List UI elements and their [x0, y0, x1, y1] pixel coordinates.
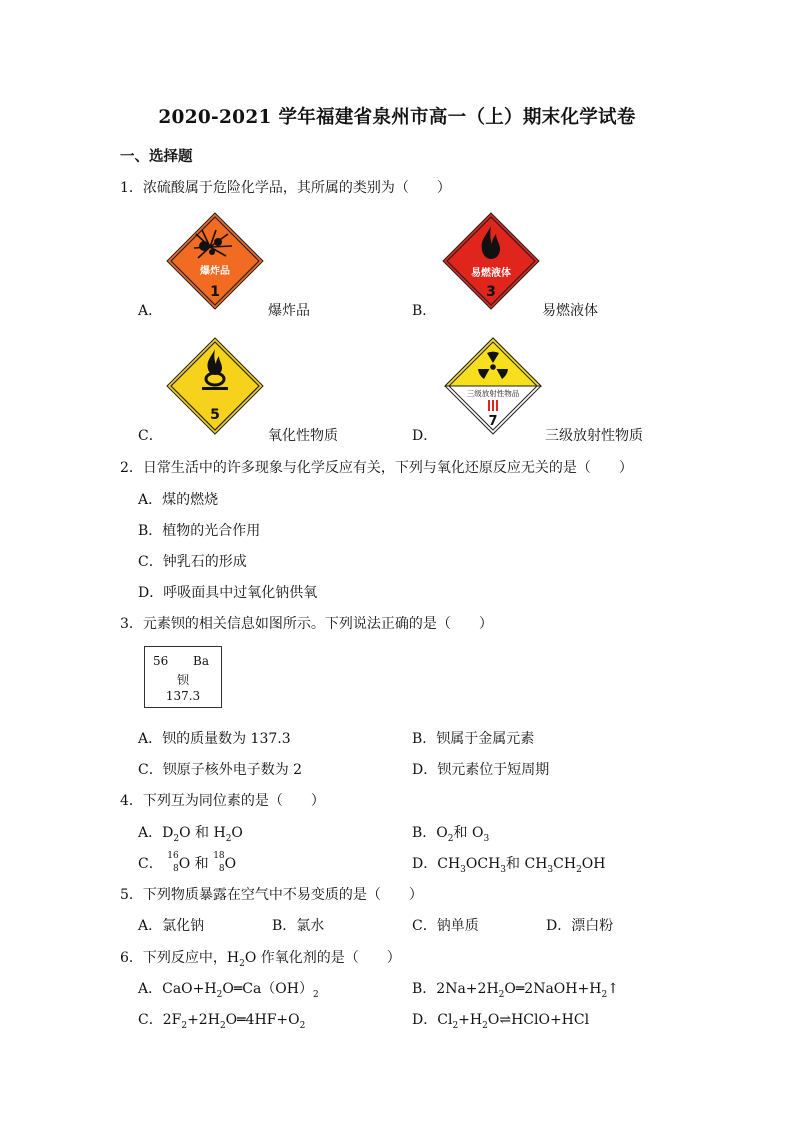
q2-option-a: A．煤的燃烧 — [138, 492, 219, 508]
element-name: 钡 — [176, 673, 189, 687]
q1-option-a-letter: A． — [138, 303, 163, 319]
section-heading: 一、选择题 — [120, 148, 193, 165]
q2-option-d: D．呼吸面具中过氧化钠供氧 — [138, 585, 318, 601]
sign-label: 爆炸品 — [200, 266, 230, 277]
q3-option-c: C．钡原子核外电子数为 2 — [138, 762, 303, 778]
sign-number: 5 — [210, 407, 220, 423]
q2-option-b: B．植物的光合作用 — [138, 523, 261, 539]
element-card-barium — [144, 646, 222, 708]
sign-number: 7 — [488, 414, 498, 429]
page-title: 2020-2021 学年福建省泉州市高一（上）期末化学试卷 — [158, 107, 636, 128]
q5-option-a: A．氯化钠 — [138, 918, 205, 934]
question-6-stem: 6．下列反应中，$H_2O$ 作氧化剂的是（ ） — [120, 950, 401, 969]
q3-option-d: D．钡元素位于短周期 — [412, 762, 550, 778]
q4-option-b: B．$O_2$和 $O_3$ — [412, 825, 490, 844]
q1-option-b-caption: 易燃液体 — [542, 303, 598, 319]
hazard-sign-oxidizer — [166, 337, 264, 435]
q4-option-d: D．$CH_3OCH_3$和 $CH_3CH_2OH$ — [412, 856, 606, 875]
sign-label: 三级放射性物品 — [466, 389, 520, 398]
hazard-sign-radioactive — [444, 337, 542, 435]
element-symbol: Ba — [193, 654, 209, 668]
question-3-stem: 3．元素钡的相关信息如图所示。下列说法正确的是（ ） — [120, 616, 493, 632]
q6-option-d: D．$Cl_2+H_2O\rightleftharpoons HClO+HCl$ — [412, 1012, 590, 1031]
q1-option-a-caption: 爆炸品 — [268, 303, 310, 319]
q5-option-d: D．漂白粉 — [546, 918, 614, 934]
question-5-stem: 5．下列物质暴露在空气中不易变质的是（ ） — [120, 887, 423, 903]
q1-option-d-caption: 三级放射性物质 — [545, 428, 643, 444]
q4-option-c: C． 16 8 O 和 18 8 O — [138, 851, 237, 874]
q1-option-c-letter: C． — [138, 428, 163, 444]
q1-option-b-letter: B． — [412, 303, 437, 319]
q5-option-c: C．钠单质 — [412, 918, 479, 934]
sign-number: 1 — [210, 284, 220, 300]
q6-option-c: C．$2F_2+2H_2O═4HF+O_2$ — [138, 1012, 306, 1031]
question-2-stem: 2．日常生活中的许多现象与化学反应有关，下列与氧化还原反应无关的是（ ） — [120, 460, 633, 476]
q3-option-b: B．钡属于金属元素 — [412, 731, 535, 747]
sign-number: 3 — [486, 284, 496, 300]
atomic-mass: 137.3 — [165, 689, 201, 703]
question-1-stem: 1．浓硫酸属于危险化学品，其所属的类别为（ ） — [120, 180, 451, 196]
q2-option-c: C．钟乳石的形成 — [138, 554, 247, 570]
q1-option-c-caption: 氧化性物质 — [268, 428, 338, 444]
sign-label: 易燃液体 — [471, 268, 511, 279]
hazard-sign-flammable-liquid — [442, 212, 540, 310]
q4-option-a: A．$D_2O$ 和 $H_2O$ — [138, 825, 243, 844]
q6-option-b: B．$2Na+2H_2O═2NaOH+H_2↑$ — [412, 981, 619, 1000]
atomic-number: 56 — [153, 654, 169, 668]
q1-option-d-letter: D． — [412, 428, 438, 444]
q3-option-a: A．钡的质量数为 137.3 — [138, 731, 291, 747]
q6-option-a: A．$CaO+H_2O═Ca(OH)_2$ — [138, 981, 319, 1000]
hazard-sign-explosive — [166, 212, 264, 310]
question-4-stem: 4．下列互为同位素的是（ ） — [120, 793, 325, 809]
q5-option-b: B．氯水 — [272, 918, 325, 934]
